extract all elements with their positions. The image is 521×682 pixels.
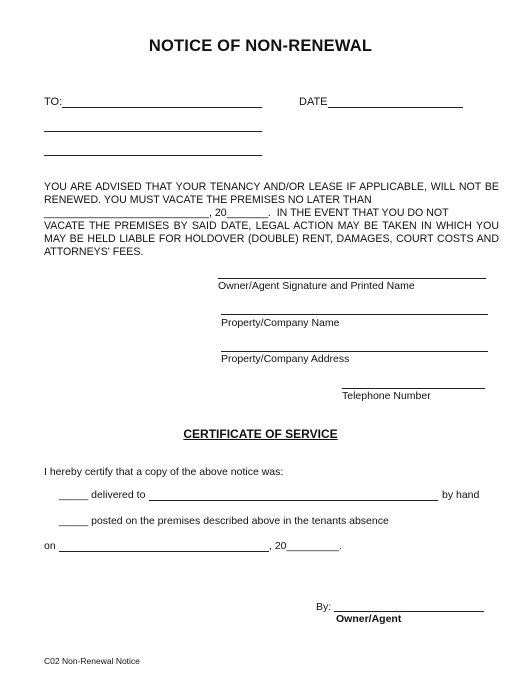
vacate-date-blank[interactable]: ____________________________ <box>44 207 209 220</box>
company-name-label: Property/Company Name <box>221 317 340 329</box>
telephone-label: Telephone Number <box>342 390 431 402</box>
paragraph-line-3 <box>44 207 499 220</box>
delivered-row <box>59 489 145 501</box>
paragraph-line-5: MAY BE HELD LIABLE FOR HOLDOVER (DOUBLE) RENT, DAMAGES, COURT COSTS AND <box>44 233 499 246</box>
telephone-line[interactable] <box>342 388 485 389</box>
company-address-line[interactable] <box>221 351 488 352</box>
to-line-1[interactable] <box>62 107 262 108</box>
paragraph-line-4: VACATE THE PREMISES BY SAID DATE, LEGAL ACTION MAY BE TAKEN IN WHICH YOU <box>44 220 499 233</box>
owner-agent-label: Owner/Agent <box>336 613 402 625</box>
document-title: NOTICE OF NON-RENEWAL <box>148 37 373 55</box>
paragraph-line-3-text: IN THE EVENT THAT YOU DO NOT <box>276 207 449 220</box>
footer-form-id: C02 Non-Renewal Notice <box>44 656 140 666</box>
by-label: By: <box>316 601 332 613</box>
posted-row <box>59 515 389 527</box>
company-name-line[interactable] <box>221 314 488 315</box>
to-line-2[interactable] <box>44 131 262 132</box>
paragraph-line-6: ATTORNEYS' FEES. <box>44 246 144 259</box>
certificate-title: CERTIFICATE OF SERVICE <box>183 427 338 441</box>
to-line-3[interactable] <box>44 155 262 156</box>
to-label: TO: <box>44 96 63 108</box>
owner-signature-line[interactable] <box>218 278 486 279</box>
by-hand-label: by hand <box>442 489 480 501</box>
notice-paragraph <box>44 181 499 260</box>
certify-statement: I hereby certify that a copy of the above notice was: <box>44 466 284 478</box>
posted-check-blank[interactable]: _____ <box>59 515 89 527</box>
posted-label: posted on the premises described above in the tenants absence <box>91 515 389 527</box>
by-signature-line[interactable] <box>334 611 484 612</box>
service-year-blank[interactable]: , 20_________. <box>269 540 342 552</box>
owner-signature-label: Owner/Agent Signature and Printed Name <box>218 280 415 292</box>
delivered-to-line[interactable] <box>149 500 438 501</box>
date-line[interactable] <box>328 107 463 108</box>
service-date-line[interactable] <box>59 551 269 552</box>
on-label: on <box>44 540 56 552</box>
paragraph-line-1: YOU ARE ADVISED THAT YOUR TENANCY AND/OR LEASE IF APPLICABLE, WILL NOT BE <box>44 181 499 193</box>
delivered-label: delivered to <box>91 489 146 501</box>
paragraph-line-2: RENEWED. YOU MUST VACATE THE PREMISES NO LATER THAN <box>44 194 372 207</box>
date-label: DATE <box>299 96 328 108</box>
company-address-label: Property/Company Address <box>221 353 350 365</box>
delivered-check-blank[interactable]: _____ <box>59 489 89 501</box>
vacate-year-blank[interactable]: , 20_______. <box>208 207 271 220</box>
